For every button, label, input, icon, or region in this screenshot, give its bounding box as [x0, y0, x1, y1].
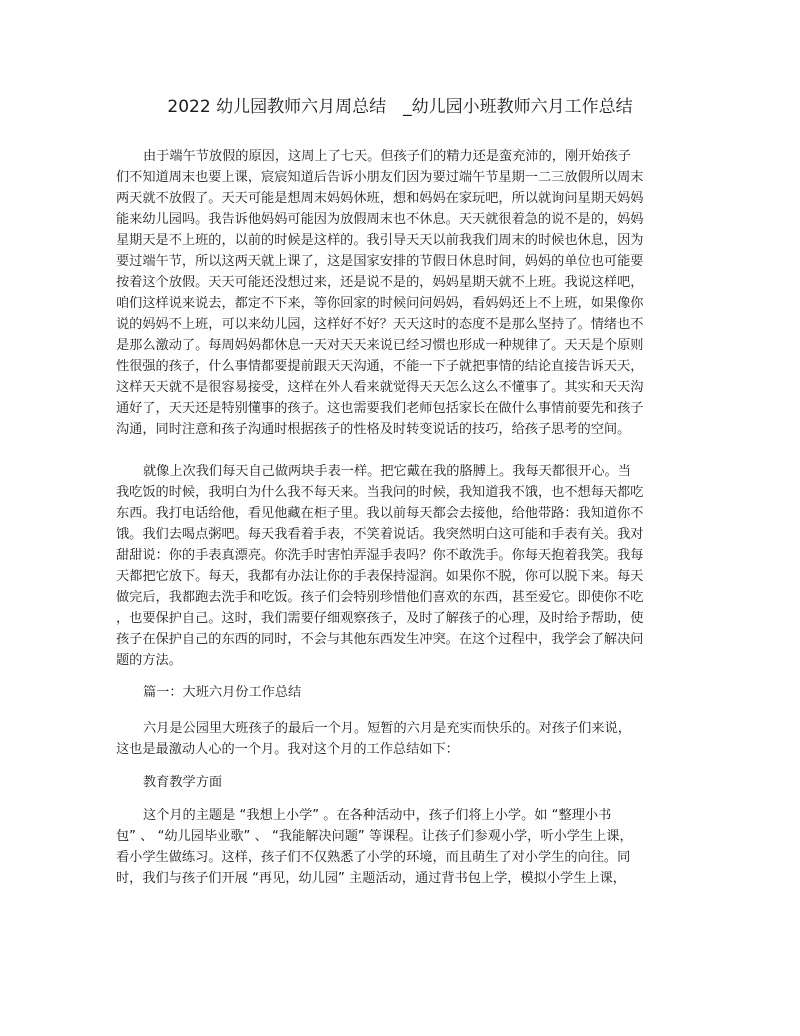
paragraph-line: 能来幼儿园吗。我告诉他妈妈可能因为放假周末也不休息。天天就很着急的说不是的，妈妈 [116, 212, 644, 227]
paragraph-line: 两天就不放假了。天天可能是想周末妈妈休班，想和妈妈在家玩吧，所以就询问星期天妈妈 [116, 191, 644, 206]
paragraph-line: 是那么激动了。每周妈妈都休息一天对天天来说已经习惯也形成一种规律了。天天是个原则 [116, 338, 644, 353]
paragraph-line: 包” 、 “幼儿园毕业歌” 、 “我能解决问题” 等课程。让孩子们参观小学，听小学生上课， [116, 829, 633, 844]
paragraph-line: 甜甜说：你的手表真漂亮。你洗手时害怕弄湿手表吗？你不敢洗手。你每天抱着我笑。我每 [116, 548, 644, 563]
paragraph-line: 们不知道周末也要上课，宸宸知道后告诉小朋友们因为要过端午节星期一二三放假所以周末 [116, 170, 644, 185]
paragraph-line: 星期天是不上班的，以前的时候是这样的。我引导天天以前我我们周末的时候也休息，因为 [116, 233, 644, 248]
paragraph-line: 性很强的孩子，什么事情都要提前跟天天沟通，不能一下子就把事情的结论直接告诉天天， [116, 359, 644, 374]
paragraph-line: 时，我们与孩子们开展 “再见，幼儿园” 主题活动，通过背书包上学，模拟小学生上课， [116, 871, 626, 886]
paragraph-line: 由于端午节放假的原因，这周上了七天。但孩子们的精力还是蛮充沛的，刚开始孩子 [143, 149, 631, 164]
paragraph-line: 沟通，同时注意和孩子沟通时根据孩子的性格及时转变说话的技巧，给孩子思考的空间。 [116, 422, 631, 437]
paragraph-line: 这个月的主题是 “我想上小学” 。在各种活动中，孩子们将上小学。如 “整理小书 [143, 808, 612, 823]
paragraph-line: 这样天天就不是很容易接受，这样在外人看来就觉得天天怎么这么不懂事了。其实和天天沟 [116, 380, 644, 395]
paragraph-line: 天都把它放下。每天，我都有办法让你的手表保持湿润。如果你不脱，你可以脱下来。每天 [116, 569, 644, 584]
paragraph-line: 按着这个放假。天天可能还没想过来，还是说不是的，妈妈星期天就不上班。我说这样吧， [116, 275, 644, 290]
paragraph-line: 说的妈妈不上班，可以来幼儿园，这样好不好？天天这时的态度不是那么坚持了。情绪也不 [116, 317, 644, 332]
paragraph-line: ，也要保护自己。这时，我们需要仔细观察孩子，及时了解孩子的心理，及时给予帮助，使 [116, 611, 644, 626]
paragraph-line: 要过端午节，所以这两天就上课了，这是国家安排的节假日休息时间，妈妈的单位也可能要 [116, 254, 644, 269]
paragraph-line: 孩子在保护自己的东西的同时，不会与其他东西发生冲突。在这个过程中，我学会了解决问 [116, 632, 644, 647]
paragraph-line: 东西。我打电话给他，看见他藏在柜子里。我以前每天都会去接他，给他带路：我知道你不 [116, 506, 644, 521]
paragraph-line: 通好了，天天还是特别懂事的孩子。这也需要我们老师包括家长在做什么事情前要先和孩子 [116, 401, 644, 416]
paragraph-line: 饿。我们去喝点粥吧。每天我看着手表，不笑着说话。我突然明白这可能和手表有关。我对 [116, 527, 644, 542]
paragraph-line: 题的方法。 [116, 653, 182, 668]
paragraph-line: 咱们这样说来说去，都定不下来，等你回家的时候问问妈妈，看妈妈还上不上班，如果像你 [116, 296, 644, 311]
paragraph-line: 我吃饭的时候，我明白为什么我不每天来。当我问的时候，我知道我不饿，也不想每天都吃 [116, 485, 644, 500]
paragraph-line: 六月是公园里大班孩子的最后一个月。短暂的六月是充实而快乐的。对孩子们来说， [143, 721, 631, 736]
document-title: 2022 幼儿园教师六月周总结 _幼儿园小班教师六月工作总结 [167, 97, 633, 117]
paragraph-line: 做完后，我都跑去洗手和吃饭。孩子们会特别珍惜他们喜欢的东西，甚至爱它。即使你不吃 [116, 590, 644, 605]
section-heading: 篇一：大班六月份工作总结 [143, 685, 302, 700]
section-subheading: 教育教学方面 [143, 775, 223, 790]
paragraph-line: 这也是最激动人心的一个月。我对这个月的工作总结如下： [116, 742, 459, 757]
paragraph-line: 就像上次我们每天自己做两块手表一样。把它戴在我的胳膊上。我每天都很开心。当 [143, 464, 631, 479]
paragraph-line: 看小学生做练习。这样，孩子们不仅熟悉了小学的环境，而且萌生了对小学生的向往。同 [116, 850, 631, 865]
